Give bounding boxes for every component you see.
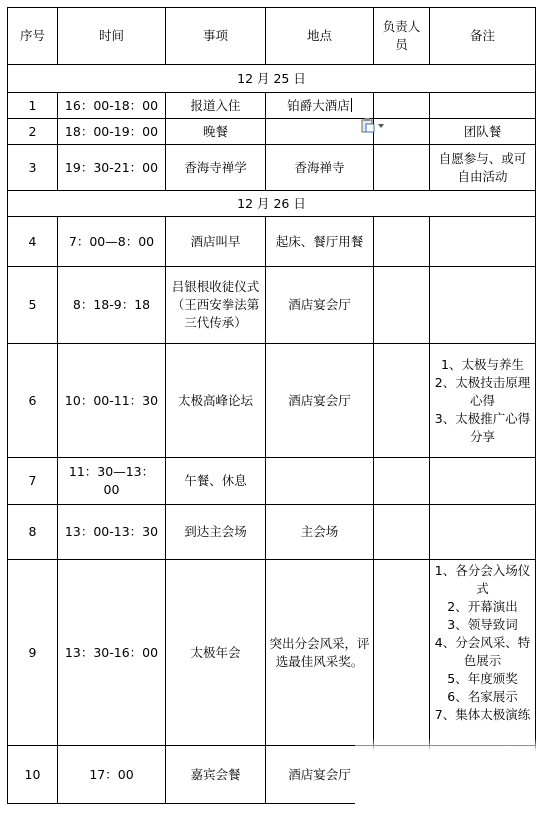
cell-place: 酒店宴会厅 <box>266 267 374 344</box>
cell-place: 起床、餐厅用餐 <box>266 217 374 267</box>
note-line: 7、集体太极演练 <box>434 707 531 722</box>
cell-place: 主会场 <box>266 505 374 560</box>
cell-notes <box>430 560 536 746</box>
fade-overlay <box>355 738 541 813</box>
page-edge <box>536 0 541 813</box>
table-row <box>8 267 536 344</box>
header-no: 序号 <box>8 8 58 65</box>
date-row <box>8 65 536 93</box>
cell-time: 8：18-9：18 <box>58 267 166 344</box>
cell-no: 1 <box>8 93 58 119</box>
note-line: 4、分会风采、特色展示 <box>434 635 531 668</box>
table-row <box>8 93 536 119</box>
header-owner: 负责人员 <box>374 8 430 65</box>
cell-notes <box>430 344 536 458</box>
cell-item: 酒店叫早 <box>166 217 266 267</box>
cell-owner <box>374 344 430 458</box>
cell-time: 19：30-21：00 <box>58 145 166 191</box>
cell-time: 18：00-19：00 <box>58 119 166 145</box>
header-place: 地点 <box>266 8 374 65</box>
table-row <box>8 505 536 560</box>
cell-notes <box>430 119 536 145</box>
cell-no: 4 <box>8 217 58 267</box>
note-line: 2、开幕演出 <box>447 599 518 614</box>
cell-no: 2 <box>8 119 58 145</box>
place-text: 铂爵大酒店 <box>287 97 350 113</box>
note-line: 1、各分会入场仪式 <box>434 563 531 596</box>
date-cell: 12 月 26 日 <box>8 191 536 217</box>
cell-notes <box>430 217 536 267</box>
cell-item: 嘉宾会餐 <box>166 746 266 804</box>
cell-owner <box>374 560 430 746</box>
date-row <box>8 191 536 217</box>
schedule-table <box>7 7 536 804</box>
cell-item: 到达主会场 <box>166 505 266 560</box>
cell-place: 突出分会风采，评选最佳风采奖。 <box>266 560 374 746</box>
header-time: 时间 <box>58 8 166 65</box>
cell-no: 7 <box>8 458 58 505</box>
note-line: 5、年度颁奖 <box>447 671 518 686</box>
cell-place: 酒店宴会厅 <box>266 344 374 458</box>
cell-item: 报道入住 <box>166 93 266 119</box>
note-line: 3、太极推广心得分享 <box>434 410 531 444</box>
cell-item: 吕银根收徒仪式（王西安拳法第三代传承） <box>166 267 266 344</box>
cell-notes <box>430 93 536 119</box>
cell-no: 10 <box>8 746 58 804</box>
note-line: 自愿参与、或可自由活动 <box>438 150 527 184</box>
cell-time: 7：00—8：00 <box>58 217 166 267</box>
cell-no: 5 <box>8 267 58 344</box>
cell-owner <box>374 458 430 505</box>
date-cell: 12 月 25 日 <box>8 65 536 93</box>
table-row <box>8 458 536 505</box>
cell-time: 17：00 <box>58 746 166 804</box>
table-row <box>8 145 536 191</box>
cell-time: 16：00-18：00 <box>58 93 166 119</box>
cell-item: 午餐、休息 <box>166 458 266 505</box>
cell-place: 香海禅寺 <box>266 145 374 191</box>
text-cursor <box>351 98 352 112</box>
cell-time: 11：30—13：00 <box>58 458 166 505</box>
table-row <box>8 217 536 267</box>
table-row <box>8 560 536 746</box>
cell-place[interactable] <box>266 93 374 119</box>
cell-no: 3 <box>8 145 58 191</box>
header-item: 事项 <box>166 8 266 65</box>
cell-place: 酒店宴会厅 <box>266 746 374 804</box>
cell-owner <box>374 145 430 191</box>
cell-time: 10：00-11：30 <box>58 344 166 458</box>
cell-notes <box>430 505 536 560</box>
note-line: 3、领导致词 <box>447 617 518 632</box>
paste-options-icon[interactable] <box>361 117 385 133</box>
cell-owner <box>374 93 430 119</box>
cell-owner <box>374 505 430 560</box>
table-row <box>8 344 536 458</box>
cell-owner <box>374 217 430 267</box>
cell-notes <box>430 458 536 505</box>
cell-item: 晚餐 <box>166 119 266 145</box>
table-row <box>8 119 536 145</box>
note-line: 6、名家展示 <box>447 689 518 704</box>
cell-notes <box>430 145 536 191</box>
cell-no: 9 <box>8 560 58 746</box>
cell-place <box>266 458 374 505</box>
cell-time: 13：30-16：00 <box>58 560 166 746</box>
header-row <box>8 8 536 65</box>
cell-item: 太极年会 <box>166 560 266 746</box>
cell-item: 香海寺禅学 <box>166 145 266 191</box>
note-line: 2、太极技击原理心得 <box>434 374 531 408</box>
cell-place <box>266 119 374 145</box>
cell-time: 13：00-13：30 <box>58 505 166 560</box>
cell-owner <box>374 267 430 344</box>
header-notes: 备注 <box>430 8 536 65</box>
note-line: 1、太极与养生 <box>441 356 524 372</box>
note-line: 团队餐 <box>463 123 502 139</box>
cell-no: 6 <box>8 344 58 458</box>
cell-notes <box>430 267 536 344</box>
cell-item: 太极高峰论坛 <box>166 344 266 458</box>
cell-no: 8 <box>8 505 58 560</box>
